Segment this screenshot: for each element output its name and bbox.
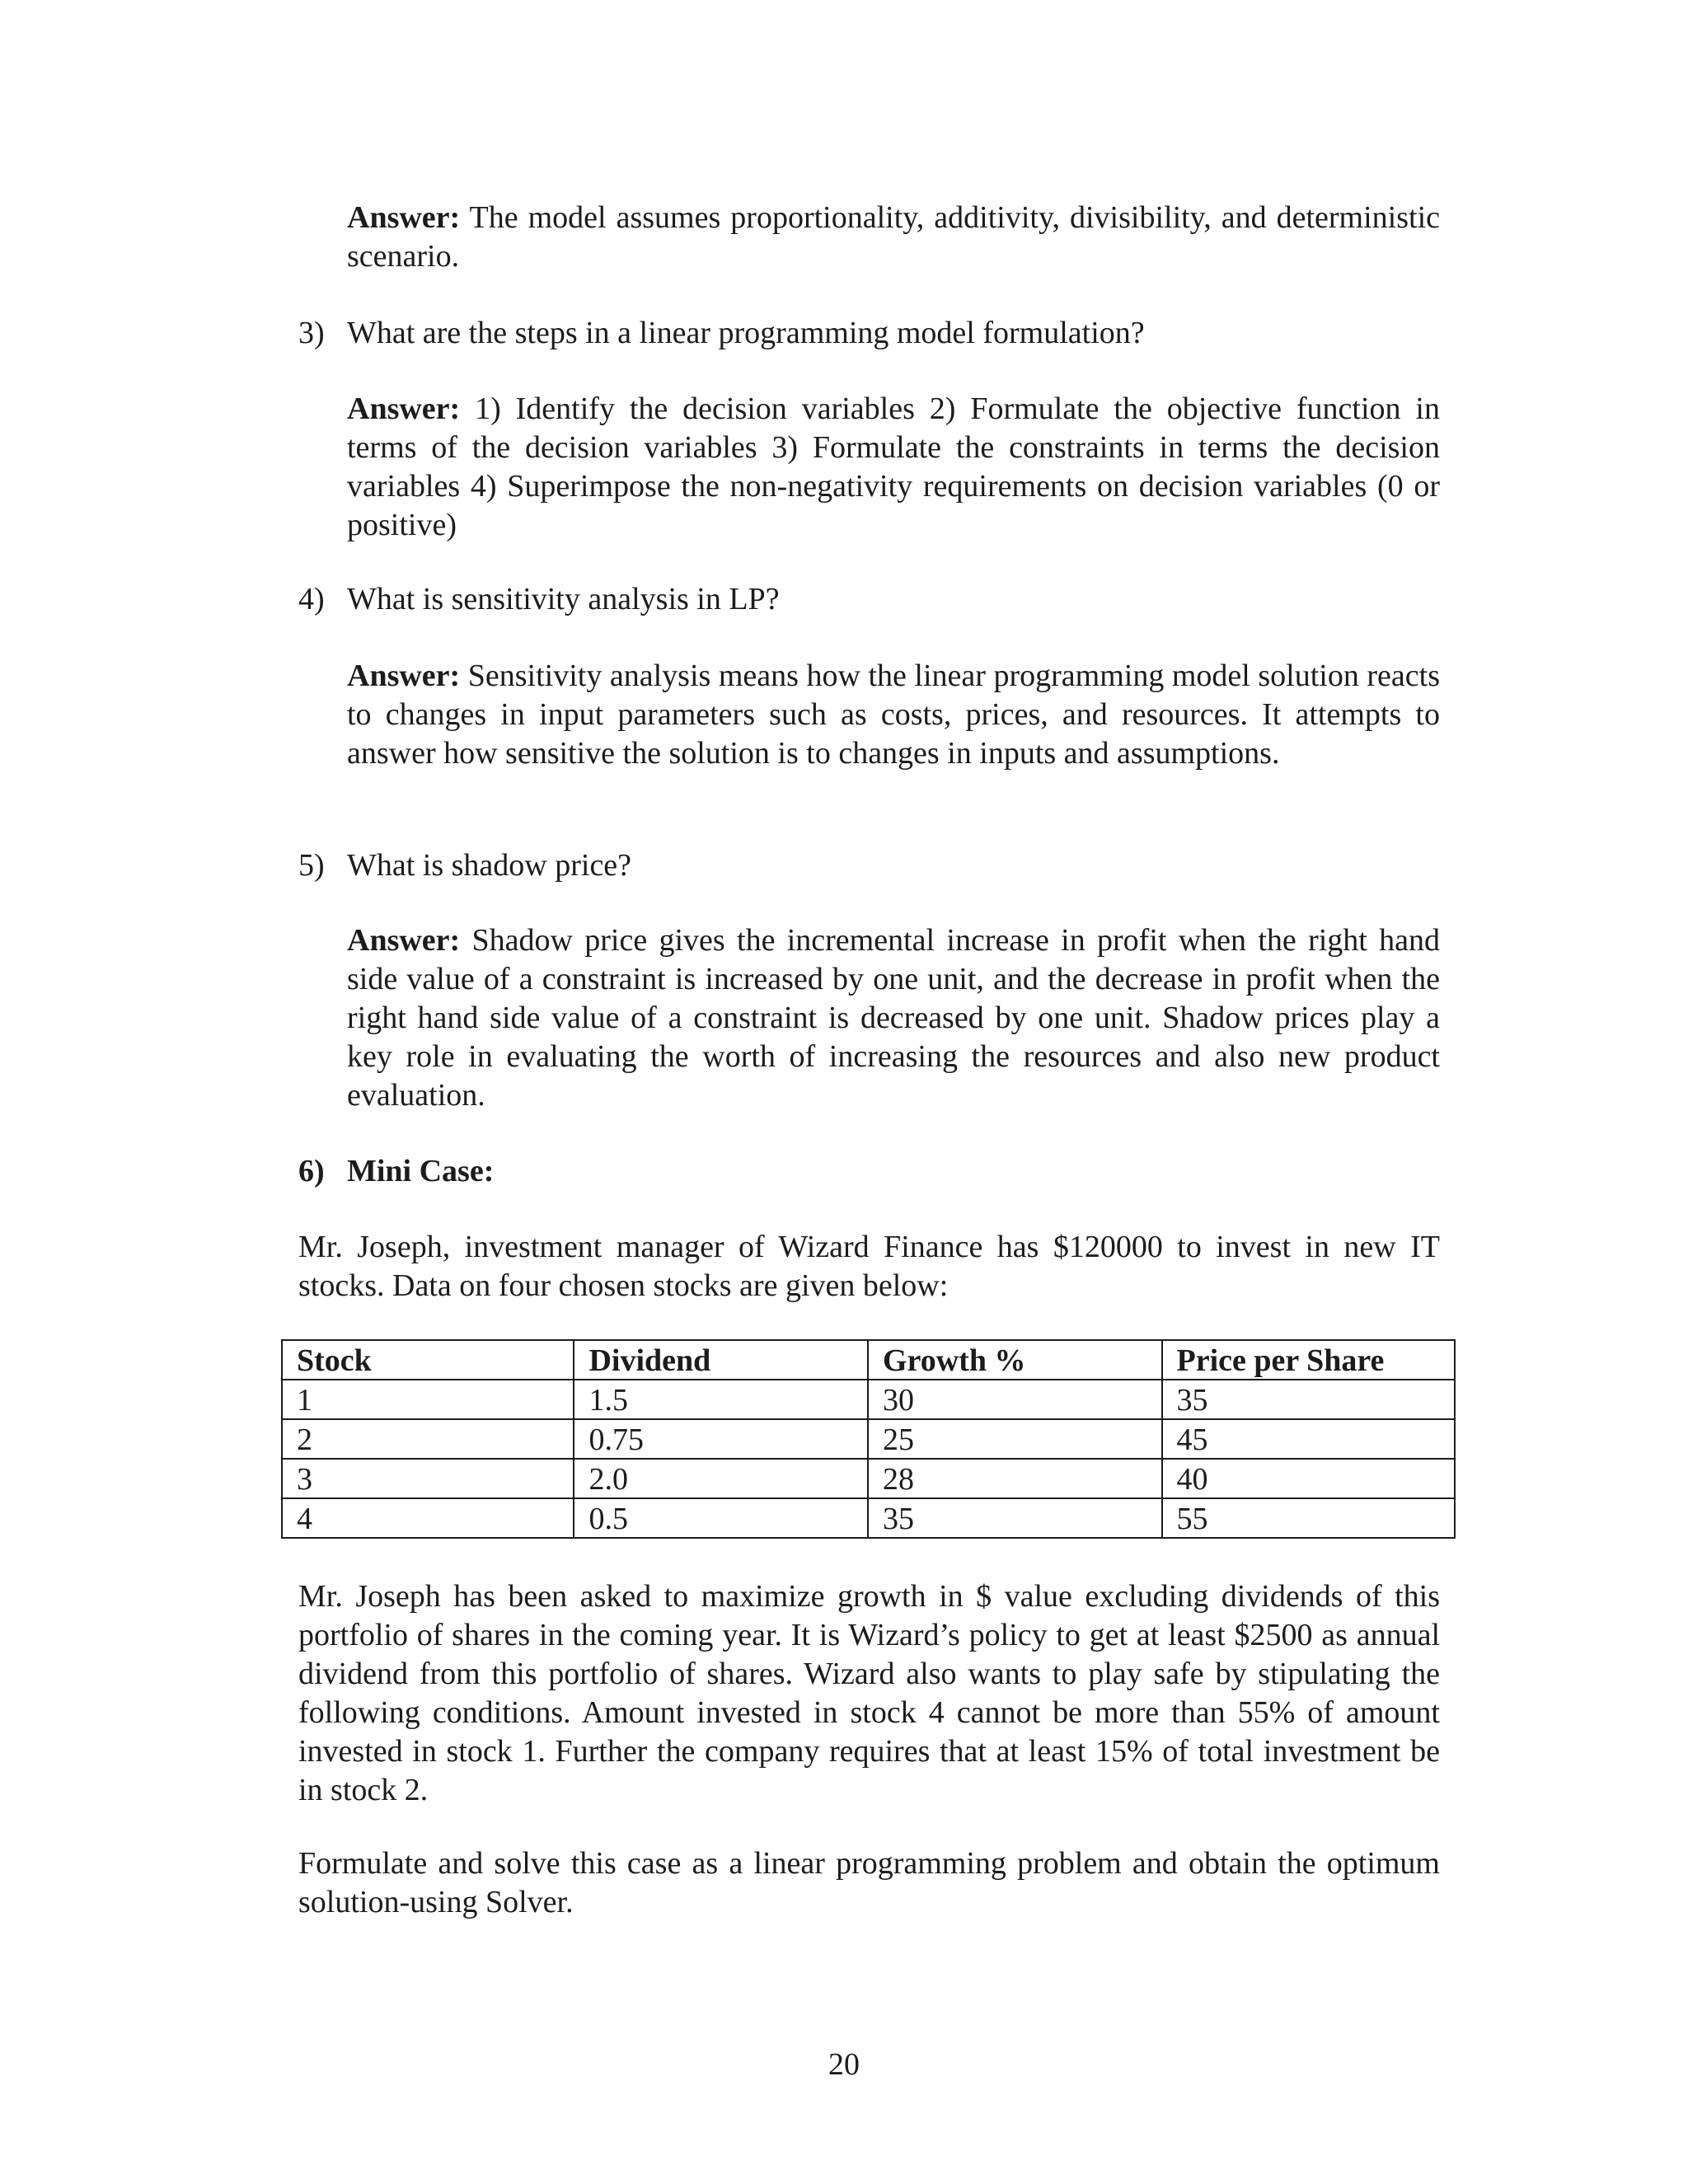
answer-q5 <box>347 921 1440 1115</box>
cell-price: 55 <box>1162 1498 1455 1538</box>
answer-text: Shadow price gives the incremental increase in profit when the right hand side value of a constraint is increased by one unit, and the decrease in profit when the right hand side value of a constraint is decreased by one unit. Shadow prices play a key role in evaluating the worth of increasing the resources and also new product evaluation. <box>347 923 1440 1113</box>
header-price: Price per Share <box>1162 1340 1455 1380</box>
answer-text: Sensitivity analysis means how the linear programming model solution reacts to changes in input parameters such as costs, prices, and resources. It attempts to answer how sensitive the solution is to changes in inputs and assumptions. <box>347 658 1440 771</box>
page-number: 20 <box>828 2047 860 2082</box>
question-3 <box>298 314 1440 353</box>
table-row <box>282 1459 1455 1498</box>
answer-label: Answer: <box>347 391 461 426</box>
question-text: What are the steps in a linear programming model formulation? <box>347 316 1145 350</box>
question-number: 4) <box>298 582 325 616</box>
cell-stock: 1 <box>282 1380 574 1419</box>
table-row <box>282 1380 1455 1419</box>
question-text: What is sensitivity analysis in LP? <box>347 582 780 616</box>
answer-label: Answer: <box>347 200 461 235</box>
table-row <box>282 1419 1455 1459</box>
cell-dividend: 1.5 <box>574 1380 868 1419</box>
mini-case-heading <box>298 1152 1440 1191</box>
cell-growth: 25 <box>868 1419 1162 1459</box>
table-header-row <box>282 1340 1455 1380</box>
stock-data-table <box>281 1339 1456 1539</box>
cell-stock: 4 <box>282 1498 574 1538</box>
cell-stock: 2 <box>282 1419 574 1459</box>
answer-q4 <box>347 657 1440 773</box>
answer-q3 <box>347 390 1440 545</box>
cell-growth: 30 <box>868 1380 1162 1419</box>
mini-case-intro: Mr. Joseph, investment manager of Wizard Finance has $120000 to invest in new IT stocks. Data on four chosen stocks are given below: <box>298 1230 1440 1303</box>
answer-text: 1) Identify the decision variables 2) Formulate the objective function in terms of the decision variables 3) Formulate the constraints in terms the decision variables 4) Superimpose the non-negativity requirements on decision variables (0 or positive) <box>347 391 1440 542</box>
mini-case-title: Mini Case: <box>347 1154 495 1188</box>
answer-text: The model assumes proportionality, additivity, divisibility, and deterministic scenario. <box>347 200 1440 274</box>
question-text: What is shadow price? <box>347 848 632 883</box>
cell-price: 40 <box>1162 1459 1455 1498</box>
cell-price: 45 <box>1162 1419 1455 1459</box>
header-growth: Growth % <box>868 1340 1162 1380</box>
question-4 <box>298 580 1440 619</box>
question-number: 3) <box>298 316 325 350</box>
header-dividend: Dividend <box>574 1340 868 1380</box>
mini-case-instruction: Formulate and solve this case as a linear programming problem and obtain the optimum solution-using Solver. <box>298 1846 1440 1919</box>
cell-price: 35 <box>1162 1380 1455 1419</box>
answer-q2 <box>347 199 1440 276</box>
question-number: 5) <box>298 848 325 883</box>
question-number: 6) <box>298 1154 325 1188</box>
cell-dividend: 0.5 <box>574 1498 868 1538</box>
table-row <box>282 1498 1455 1538</box>
mini-case-paragraph: Mr. Joseph has been asked to maximize growth in $ value excluding dividends of this portfolio of shares in the coming year. It is Wizard’s policy to get at least $2500 as annual dividend from this portfolio of shares. Wizard also wants to play safe by stipulating the following conditions. Amount invested in stock 4 cannot be more than 55% of amount invested in stock 1. Further the company requires that at least 15% of total investment be in stock 2. <box>298 1579 1440 1807</box>
cell-stock: 3 <box>282 1459 574 1498</box>
cell-growth: 28 <box>868 1459 1162 1498</box>
cell-dividend: 0.75 <box>574 1419 868 1459</box>
answer-label: Answer: <box>347 658 461 693</box>
answer-label: Answer: <box>347 923 461 958</box>
header-stock: Stock <box>282 1340 574 1380</box>
cell-dividend: 2.0 <box>574 1459 868 1498</box>
question-5 <box>298 846 1440 885</box>
cell-growth: 35 <box>868 1498 1162 1538</box>
